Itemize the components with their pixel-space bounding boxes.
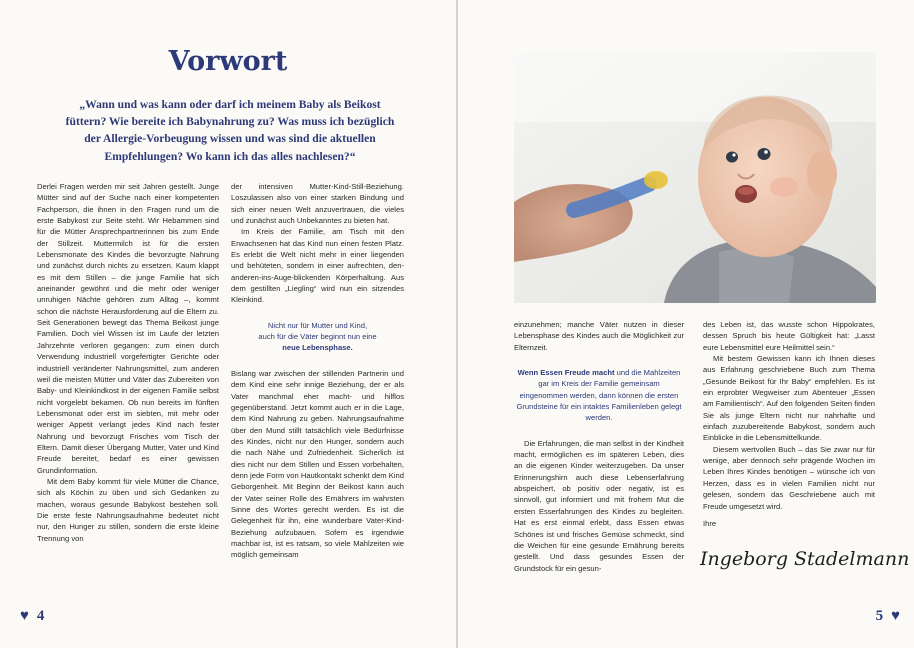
paragraph: Diesem wertvollen Buch – das Sie zwar nur für wenige, aber dennoch sehr prägende Wochen im Leben Ihres Kindes benötigen – wünsche ich von Herzen, dass es in vielen Familien nicht nur gelesen, sondern das Geschriebene auch mit Freude umgesetzt wird. (703, 444, 875, 511)
pull-quote-emphasis: neue Lebensphase. (282, 343, 353, 353)
paragraph: Mit bestem Gewissen kann ich Ihnen dieses aus Erfahrung geschriebene Buch zum Thema „Gesunde Beikost für Ihr Baby“ empfehlen. Es ist ein erprobter Wegweiser zum Abenteuer „Essen am Familientisch“. Auf den folgenden Seiten finden Sie als junge Eltern nicht nur nahrhafte und einfach zuzubereitende Babykost, sondern auch Einblicke in die Lebensmittelkunde. (703, 354, 875, 443)
page-number: 4 (36, 608, 45, 624)
paragraph: der intensiven Mutter-Kind-Still-Beziehung. Loszulassen also von einer starken Bindung und sich einer neuen Welt anzuvertrauen, die vieles und zunächst auch Unbekanntes zu bieten hat. (231, 182, 404, 226)
heart-icon: ♥ (891, 608, 900, 624)
page-title: Vorwort (168, 46, 288, 77)
signature (700, 548, 909, 570)
paragraph: einzunehmen; manche Väter nutzen in dieser Lebensphase des Kindes auch die Möglichkeit zur Elternzeit. (514, 320, 684, 352)
closing-word: Ihre (703, 518, 717, 528)
page-folio-left (20, 608, 44, 625)
baby-photo-illustration (514, 52, 876, 303)
page-folio-right (876, 608, 900, 625)
paragraph: Im Kreis der Familie, am Tisch mit den Erwachsenen hat das Kind nun einen festen Platz. Es erlebt die Welt nicht mehr in einer liegenden und behüteten, sondern in einer aufrechten, den-anderen-ins-Auge-blickenden Körperhaltung. Aus dem gestillten „Liegling“ wird nun ein sitzendes Kleinkind. (231, 227, 404, 305)
page-number: 5 (875, 608, 884, 624)
paragraph: Derlei Fragen werden mir seit Jahren gestellt. Junge Mütter sind auf der Suche nach einer kompetenten Fachperson, die ihnen in den Fragen rund um die erste Babykost zur Seite steht. Wir Hebammen sind für die Mütter Ansprechpartnerinnen bis zum Ende der Stillzeit. Muttermilch ist für die ersten Lebensmonate des Kindes die bevorzugte Nahrung und zunächst durch nichts zu ersetzen. Kaum klappt es mit dem Stillen – die junge Familie hat sich aneinander gewöhnt und die mehr oder weniger unruhigen Nächte gehören zum Alltag –, kommt schon die nächste Herausforderung auf die Eltern zu. Seit Generationen bewegt das Thema Beikost junge Familien. Doch viel Wissen ist im Laufe der letzten Jahrzehnte verloren gegangen: zum einen durch Verwendung industriell vorgefertigter Gerichte oder industriell veränderter Nahrungsmittel, zum anderen weil die meisten Mütter und Väter das Zubereiten von Baby- und Kleinkindkost in der eigenen Familie selbst nicht vorgelebt bekamen. Ob nun bereits im fünften Lebensmonat oder erst im siebten, mit mehr oder weniger Appetit verlangt jedes Kind nach fester Nahrung und bevorzugt Frisches vom Tisch der Eltern. Damit dieser Übergang Mutter, Vater und Kind Freude bereitet, bedarf es einer gewissen Grundinformation. (37, 182, 219, 475)
text-column-1 (37, 181, 219, 544)
signature-text: Ingeborg Stadelmann (700, 548, 910, 570)
left-page (0, 0, 456, 648)
lead-question: „Wann und was kann oder darf ich meinem Baby als Beikost füttern? Wie bereite ich Babynahrung zu? Was muss ich bezüglich der Allergie-Vorbeugung wissen und was sind die aktuellen Empfehlungen? Wo kann ich das alles nachlesen?“ (65, 98, 395, 163)
text-column-3 (514, 319, 684, 574)
paragraph: Mit dem Baby kommt für viele Mütter die Chance, sich als Köchin zu üben und sich Gedanken zu machen, woraus gesunde Babykost bestehen soll. Die erste feste Nahrungsaufnahme bedeutet nicht nur, den Hunger zu stillen, sondern die erste kleine Trennung von (37, 476, 219, 543)
pull-quote (514, 367, 684, 424)
paragraph: Bislang war zwischen der stillenden Partnerin und dem Kind eine sehr innige Beziehung, der er als Vater manchmal eher macht- und hilflos gegenüberstand. Jetzt kommt auch er in die Lage, dem Kind Nahrung zu geben. Nahrungsaufnahme über den Mund stillt tatsächlich viele Bedürfnisse des Kindes, nicht nur den Hunger, sondern auch die nach Nähe und Zufriedenheit. Sicherlich ist dies nicht nur dem Stillen und Essen vorbehalten, denn jede Form von Hautkontakt schenkt dem Kind Geborgenheit. Mit Beginn der Beikost kann auch der Vater seiner Rolle des Ernährers im wahrsten Sinne des Wortes gerecht werden. Es ist die Gelegenheit für ihn, eine wunderbare Vater-Kind-Beziehung aufzubauen. Sofern es irgendwie machbar ist, ist es ratsam, so viele Mahlzeiten wie möglich gemeinsam (231, 368, 404, 560)
pull-quote-line: Nicht nur für Mutter und Kind, (267, 320, 368, 330)
pull-quote-line: auch für die Väter beginnt nun eine (258, 332, 377, 342)
text-column-2 (231, 181, 404, 561)
paragraph: des Leben ist, das wusste schon Hippokrates, dessen Spruch bis heute Gültigkeit hat: „Lasst eure Lebensmittel eure Heilmittel sein.“ (703, 320, 875, 352)
heart-icon: ♥ (20, 608, 29, 624)
paragraph: Die Erfahrungen, die man selbst in der Kindheit macht, ermöglichen es im späteren Leben, dies an die eigenen Kinder weiterzugeben. Da unser Erinnerungshirn auch diese Lebenserfahrung abspeichert, ob positiv oder negativ, ist es sinnvoll, gut informiert und mit frohem Mut die ersten Esserfahrungen des Kindes zu begleiten. Hat es erst einmal erlebt, dass Essen etwas Schönes ist und frisches Gemüse schmeckt, sind die Weichen für eine gesunde Ernährung bereits gestellt. Und dass gesundes Essen der Grundstock für ein gesun- (514, 438, 684, 573)
pull-quote-text: und die Mahlzeiten gar im Kreis der Familie gemeinsam eingenommen werden, dann können die ersten Grundsteine für ein intaktes Familienleben gelegt werden. (516, 368, 682, 423)
pull-quote (231, 320, 404, 354)
pull-quote-emphasis: Wenn Essen Freude macht (517, 368, 615, 378)
text-column-4 (703, 319, 875, 529)
baby-photo (514, 52, 876, 303)
